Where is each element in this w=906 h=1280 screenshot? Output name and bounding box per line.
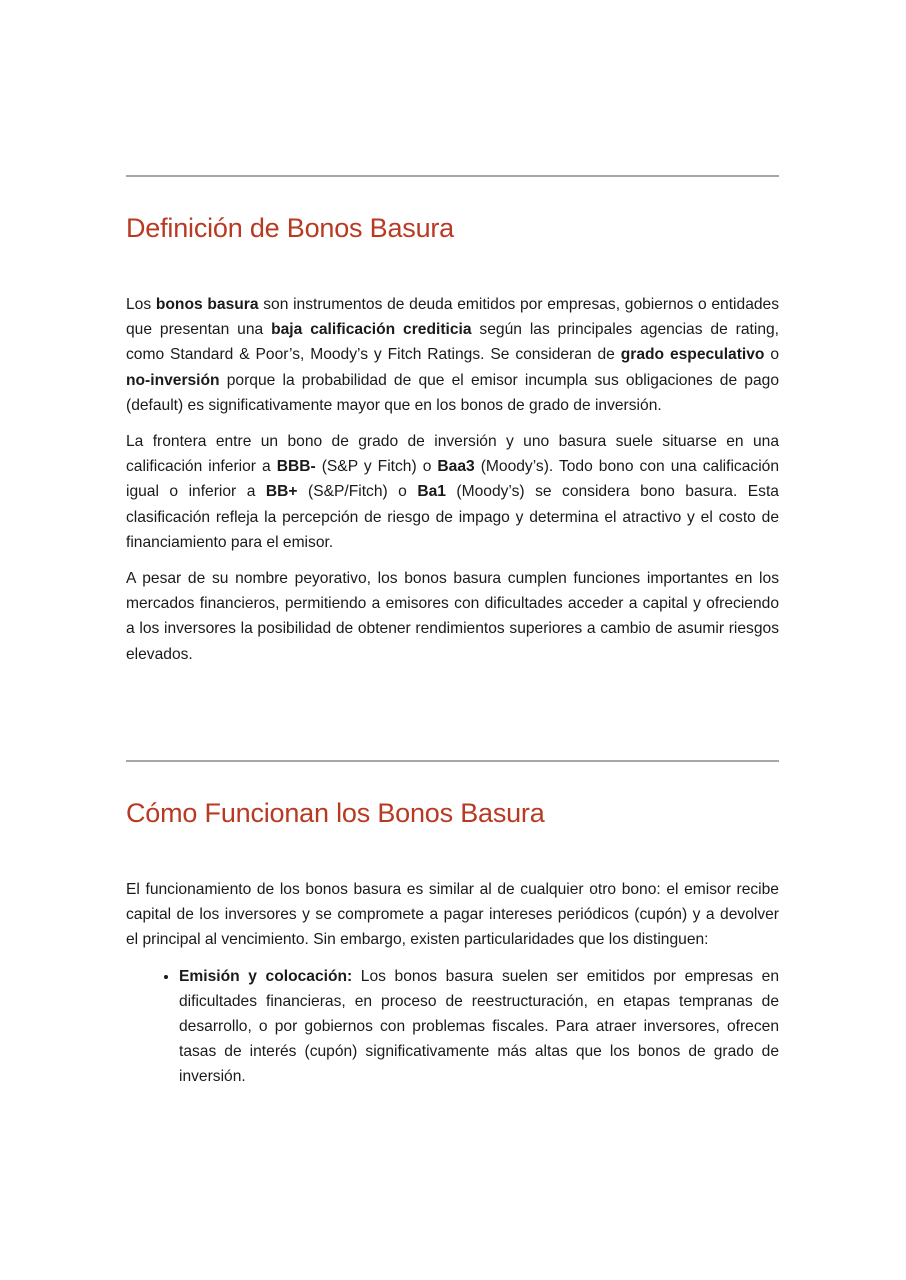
paragraph (126, 292, 779, 418)
bold-text: bonos basura (155, 296, 259, 313)
text-run: Los (126, 296, 156, 313)
bold-text: Emisión y colocación: (179, 967, 353, 985)
list-item (179, 964, 779, 1090)
bold-text: Ba1 (417, 483, 446, 501)
text-run: porque la probabilidad de que el emisor incumpla sus obligaciones de pago (default) es significativamente mayor que en los bonos de grado de inversión. (126, 371, 779, 414)
section-definicion (126, 175, 779, 678)
text-run: Los bonos basura suelen ser emitidos por empresas en dificultades financieras, en proceso de reestructuración, en etapas tempranas de desarrollo, o por gobiernos con problemas fiscales. Para atraer inversores, ofrecen tasas de interés (cupón) significativamente más altas que los bonos de grado de inversión. (179, 967, 779, 1086)
text-run: La frontera entre un bono de grado de inversión y uno basura suele situarse en una calificación inferior a (126, 433, 779, 476)
text-run: El funcionamiento de los bonos basura es similar al de cualquier otro bono: el emisor recibe capital de los inversores y se compromete a pagar intereses periódicos (cupón) y a devolver el principal al vencimiento. Sin embargo, existen particularidades que los distinguen: (126, 881, 779, 949)
text-run: A pesar de su nombre peyorativo, los bonos basura cumplen funciones importantes en los mercados financieros, permitiendo a emisores con dificultades acceder a capital y ofreciendo a los inversores la posibilidad de obtener rendimientos superiores a cambio de asumir riesgos elevados. (126, 570, 779, 663)
section-body (126, 877, 779, 1090)
bold-text: BBB- (276, 458, 316, 476)
text-run: o (764, 346, 780, 364)
paragraph (126, 566, 779, 667)
bold-text: grado especulativo (620, 346, 765, 364)
text-run: según las principales agencias de rating, como Standard & Poor’s, Moody’s y Fitch Ratings. Se consideran de (126, 321, 780, 364)
bold-text: no-inversión (126, 371, 220, 389)
text-run: (Moody’s) se considera bono basura. Esta clasificación refleja la percepción de riesgo de impago y determina el atractivo y el costo de financiamiento para el emisor. (126, 483, 779, 551)
bold-text: BB+ (265, 483, 298, 501)
divider (126, 760, 779, 762)
bullet-list (126, 964, 779, 1090)
divider (126, 175, 779, 177)
section-funcionamiento (126, 760, 779, 1090)
bold-text: baja calificación crediticia (271, 321, 472, 339)
text-run: (S&P/Fitch) o (297, 483, 418, 501)
section-heading: Cómo Funcionan los Bonos Basura (126, 798, 545, 828)
paragraph (126, 877, 779, 953)
section-heading: Definición de Bonos Basura (126, 213, 455, 243)
paragraph (126, 429, 779, 555)
text-run: son instrumentos de deuda emitidos por empresas, gobiernos o entidades que presentan una (126, 296, 780, 339)
section-body (126, 292, 779, 667)
text-run: (S&P y Fitch) o (315, 458, 438, 476)
text-run: (Moody’s). Todo bono con una calificación igual o inferior a (126, 458, 780, 501)
bold-text: Baa3 (437, 458, 475, 476)
